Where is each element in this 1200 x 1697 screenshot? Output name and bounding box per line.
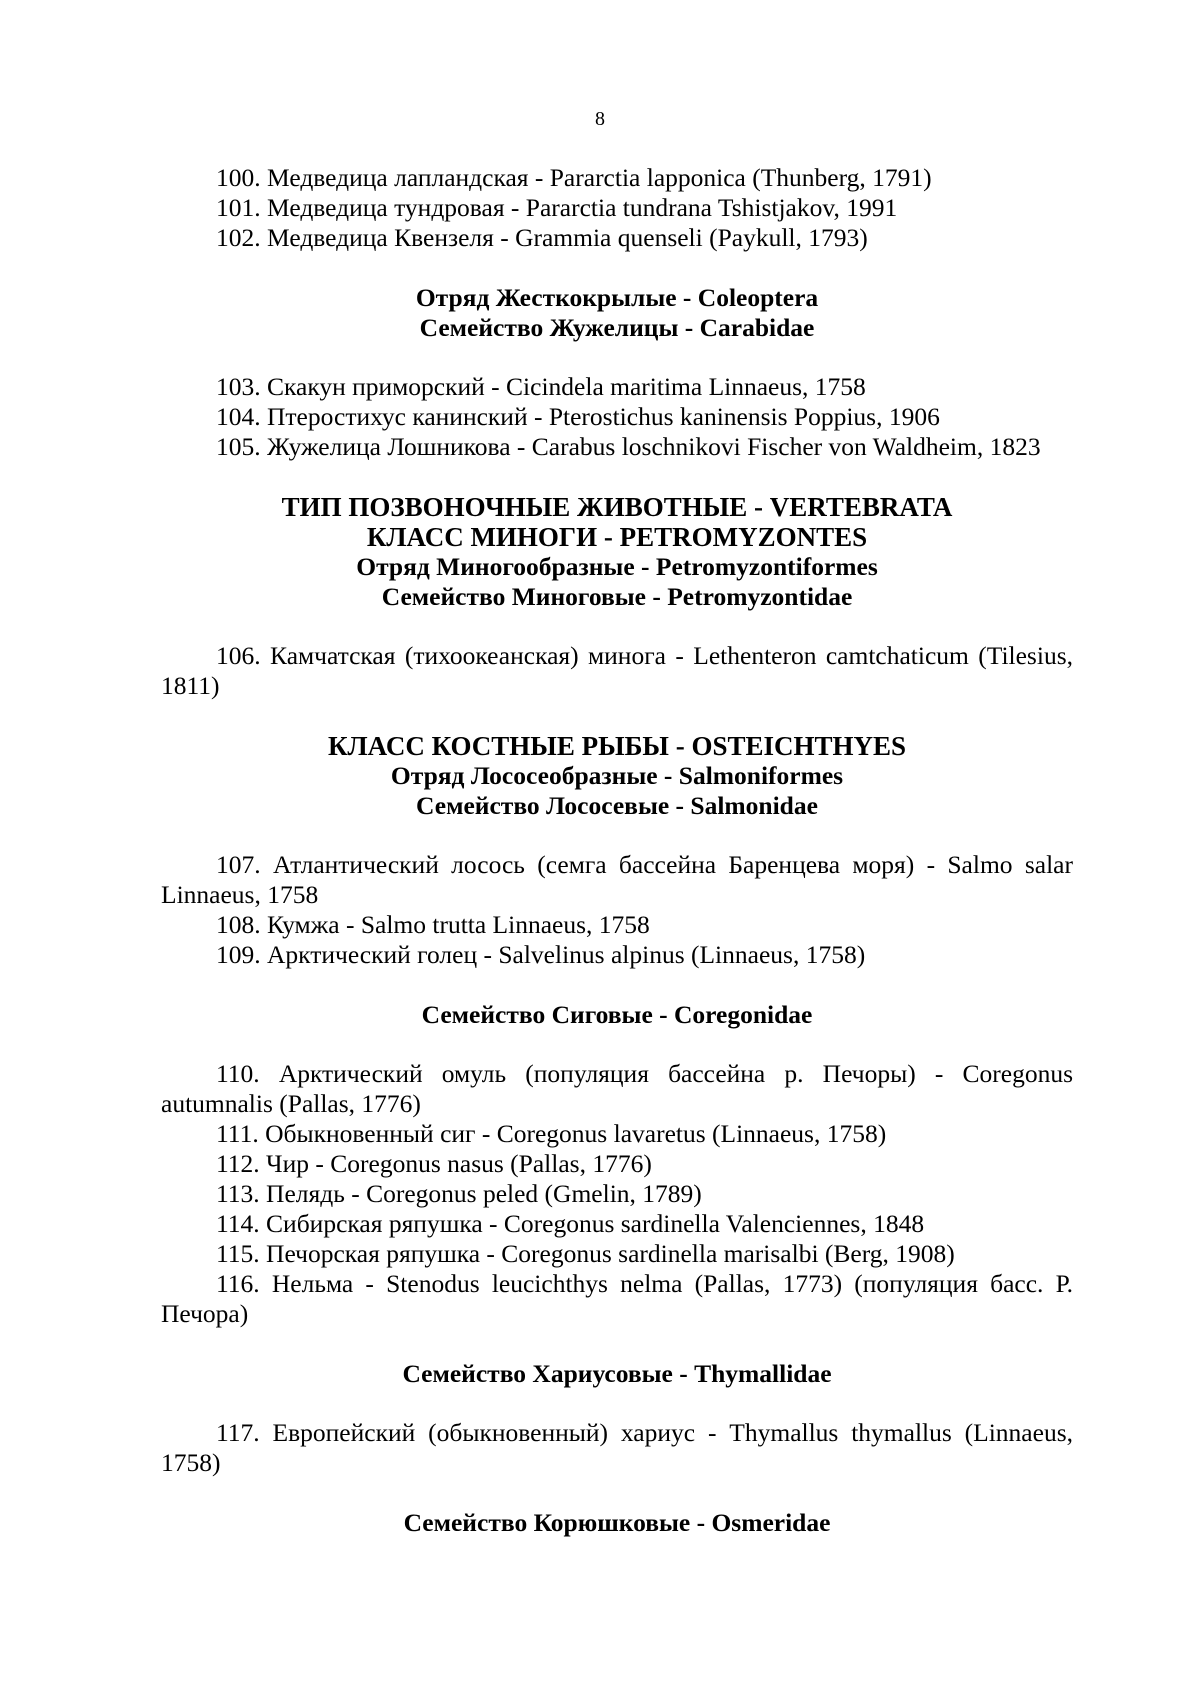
species-entry: 103. Скакун приморский - Cicindela maritima Linnaeus, 1758 (216, 372, 866, 401)
species-entry: 101. Медведица тундровая - Pararctia tundrana Tshistjakov, 1991 (216, 193, 898, 222)
species-entry: 102. Медведица Квензеля - Grammia quenseli (Paykull, 1793) (216, 223, 868, 252)
spacer (161, 1030, 1073, 1059)
species-entry: 104. Птеростихус канинский - Pterostichus kaninensis Poppius, 1906 (216, 402, 940, 431)
species-entry: 105. Жужелица Лошникова - Carabus loschnikovi Fischer von Waldheim, 1823 (216, 432, 1041, 461)
spacer (161, 253, 1073, 283)
spacer (161, 343, 1073, 372)
spacer (161, 970, 1073, 1000)
taxon-heading: Отряд Жесткокрылые - Coleoptera (415, 283, 819, 312)
species-entry: 117. Европейский (обыкновенный) хариус - Thymallus thymallus (Linnaeus, 1758) (161, 1418, 1073, 1477)
document-body (161, 163, 1073, 1538)
taxon-heading: Семейство Корюшковые - Osmeridae (403, 1508, 831, 1537)
spacer (161, 821, 1073, 850)
taxon-heading: Семейство Жужелицы - Carabidae (419, 313, 815, 342)
species-entry: 106. Камчатская (тихоокеанская) минога - Lethenteron camtchaticum (Tilesius, 1811) (161, 641, 1073, 700)
spacer (161, 701, 1073, 731)
species-entry: 109. Арктический голец - Salvelinus alpinus (Linnaeus, 1758) (216, 940, 866, 969)
taxon-heading: Отряд Миногообразные - Petromyzontiformes (356, 552, 878, 581)
taxon-heading: Семейство Сиговые - Coregonidae (421, 1000, 813, 1029)
taxon-heading: Отряд Лососеобразные - Salmoniformes (390, 761, 844, 790)
species-entry: 114. Сибирская ряпушка - Coregonus sardinella Valenciennes, 1848 (216, 1209, 925, 1238)
page-number: 8 (595, 108, 605, 130)
taxon-heading: Семейство Миноговые - Petromyzontidae (381, 582, 853, 611)
species-entry: 115. Печорская ряпушка - Coregonus sardinella marisalbi (Berg, 1908) (216, 1239, 955, 1268)
species-entry: 108. Кумжа - Salmo trutta Linnaeus, 1758 (216, 910, 650, 939)
species-entry: 110. Арктический омуль (популяция бассейна р. Печоры) - Coregonus autumnalis (Pallas, 1776) (161, 1059, 1073, 1118)
spacer (161, 462, 1073, 492)
species-entry: 116. Нельма - Stenodus leucichthys nelma (Pallas, 1773) (популяция басс. Р. Печора) (161, 1269, 1073, 1328)
taxon-heading: Семейство Лососевые - Salmonidae (416, 791, 818, 820)
spacer (161, 612, 1073, 641)
class-heading: КЛАСС КОСТНЫЕ РЫБЫ - OSTEICHTHYES (327, 731, 907, 761)
species-entry: 112. Чир - Coregonus nasus (Pallas, 1776) (216, 1149, 652, 1178)
species-entry: 100. Медведица лапландская - Pararctia lapponica (Thunberg, 1791) (216, 163, 932, 192)
taxon-heading: Семейство Хариусовые - Thymallidae (402, 1359, 832, 1388)
species-entry: 113. Пелядь - Coregonus peled (Gmelin, 1789) (216, 1179, 702, 1208)
spacer (161, 1478, 1073, 1508)
species-entry: 107. Атлантический лосось (семга бассейна Баренцева моря) - Salmo salar Linnaeus, 1758 (161, 850, 1073, 909)
class-heading: КЛАСС МИНОГИ - PETROMYZONTES (366, 522, 868, 552)
class-heading: ТИП ПОЗВОНОЧНЫЕ ЖИВОТНЫЕ - VERTEBRATA (281, 492, 953, 522)
species-entry: 111. Обыкновенный сиг - Coregonus lavaretus (Linnaeus, 1758) (216, 1119, 887, 1148)
spacer (161, 1389, 1073, 1418)
spacer (161, 1329, 1073, 1359)
